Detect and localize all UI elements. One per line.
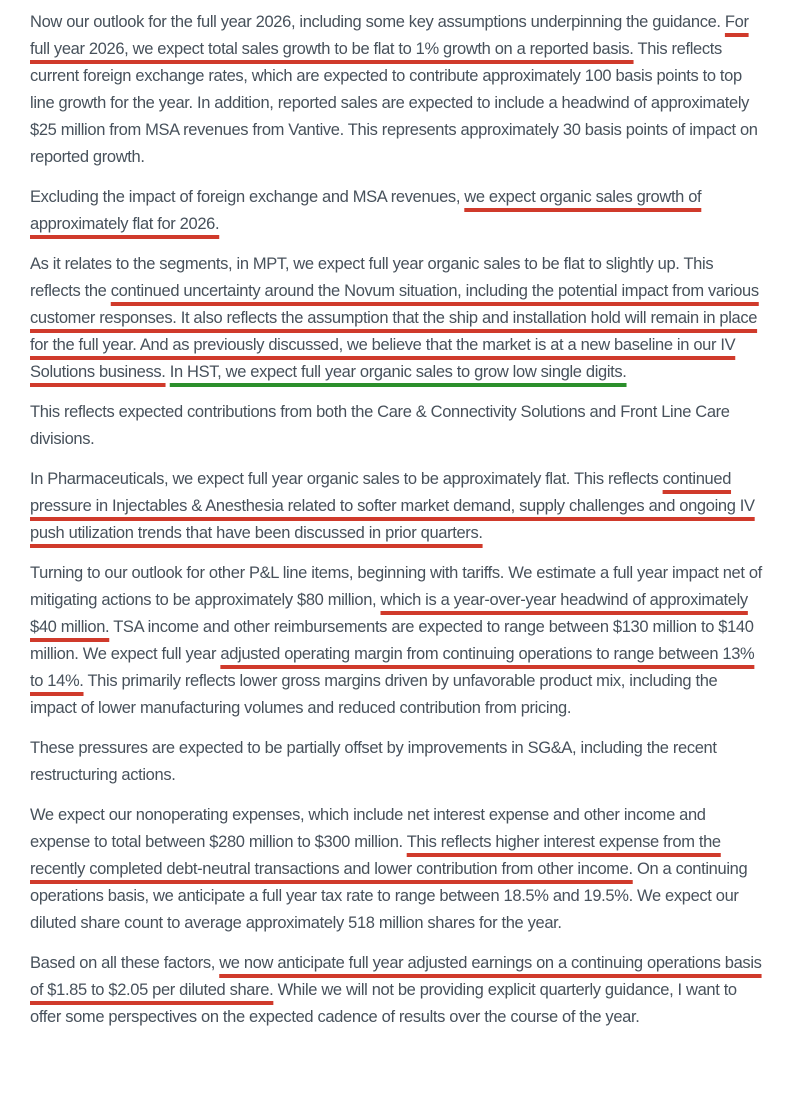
text-segment: Based on all these factors,: [30, 954, 220, 972]
red-underline-annotation: For full year 2026, we expect total sales growth to be flat to 1% growth on a reported basis.: [30, 13, 749, 58]
text-segment: This reflects expected contributions from both the Care & Connectivity Solutions and Front Line Care divisions.: [30, 403, 730, 448]
red-underline-annotation: adjusted operating margin from continuing operations to range between 13% to 14%.: [30, 645, 755, 690]
text-segment: Excluding the impact of foreign exchange and MSA revenues,: [30, 188, 465, 206]
red-underline-annotation: we expect organic sales growth of approximately flat for 2026.: [30, 188, 702, 233]
text-segment: On a continuing operations basis, we anticipate a full year tax rate to range between 18.5% and 19.5%. We expect our diluted share count to average approximately 518 million shares for the year.: [30, 860, 748, 932]
transcript-paragraph: [30, 251, 765, 386]
transcript-paragraph: [30, 466, 765, 547]
transcript-paragraph: [30, 9, 765, 171]
text-segment: These pressures are expected to be partially offset by improvements in SG&A, including the recent restructuring actions.: [30, 739, 717, 784]
transcript-paragraph: [30, 735, 765, 789]
green-underline-annotation: In HST, we expect full year organic sales to grow low single digits.: [169, 363, 627, 381]
text-segment: This primarily reflects lower gross margins driven by unfavorable product mix, including the impact of lower manufacturing volumes and reduced contribution from pricing.: [30, 672, 718, 717]
text-segment: As it relates to the segments, in MPT, we expect full year organic sales to be flat to slightly up. This reflects the: [30, 255, 714, 300]
red-underline-annotation: continued uncertainty around the Novum situation, including the potential impact from various customer responses. It also reflects the assumption that the ship and installation hold will remain in place for the full year. And as previously discussed, we believe that the market is at a new baseline in our IV Solutions business.: [30, 282, 759, 381]
text-segment: In Pharmaceuticals, we expect full year organic sales to be approximately flat. This reflects: [30, 470, 663, 488]
transcript-paragraph: [30, 950, 765, 1031]
text-segment: TSA income and other reimbursements are expected to range between $130 million to $140 million. We expect full year: [30, 618, 754, 663]
text-segment: Now our outlook for the full year 2026, including some key assumptions underpinning the guidance.: [30, 13, 725, 31]
transcript-paragraph: [30, 399, 765, 453]
transcript-paragraph: [30, 560, 765, 722]
red-underline-annotation: which is a year-over-year headwind of approximately $40 million.: [30, 591, 748, 636]
transcript-paragraph: [30, 184, 765, 238]
text-segment: While we will not be providing explicit quarterly guidance, I want to offer some perspectives on the expected cadence of results over the course of the year.: [30, 981, 737, 1026]
transcript-paragraph: [30, 802, 765, 937]
text-segment: We expect our nonoperating expenses, which include net interest expense and other income and expense to total between $280 million to $300 million.: [30, 806, 706, 851]
red-underline-annotation: we now anticipate full year adjusted earnings on a continuing operations basis of $1.85 to $2.05 per diluted share.: [30, 954, 762, 999]
red-underline-annotation: continued pressure in Injectables & Anesthesia related to softer market demand, supply challenges and ongoing IV push utilization trends that have been discussed in prior quarters.: [30, 470, 755, 542]
text-segment: This reflects current foreign exchange rates, which are expected to contribute approximately 100 basis points to top line growth for the year. In addition, reported sales are expected to include a headwind of approximately $25 million from MSA revenues from Vantive. This represents approximately 30 basis points of impact on reported growth.: [30, 40, 758, 166]
text-segment: Turning to our outlook for other P&L line items, beginning with tariffs. We estimate a full year impact net of mitigating actions to be approximately $80 million,: [30, 564, 762, 609]
red-underline-annotation: This reflects higher interest expense from the recently completed debt-neutral transactions and lower contribution from other income.: [30, 833, 721, 878]
